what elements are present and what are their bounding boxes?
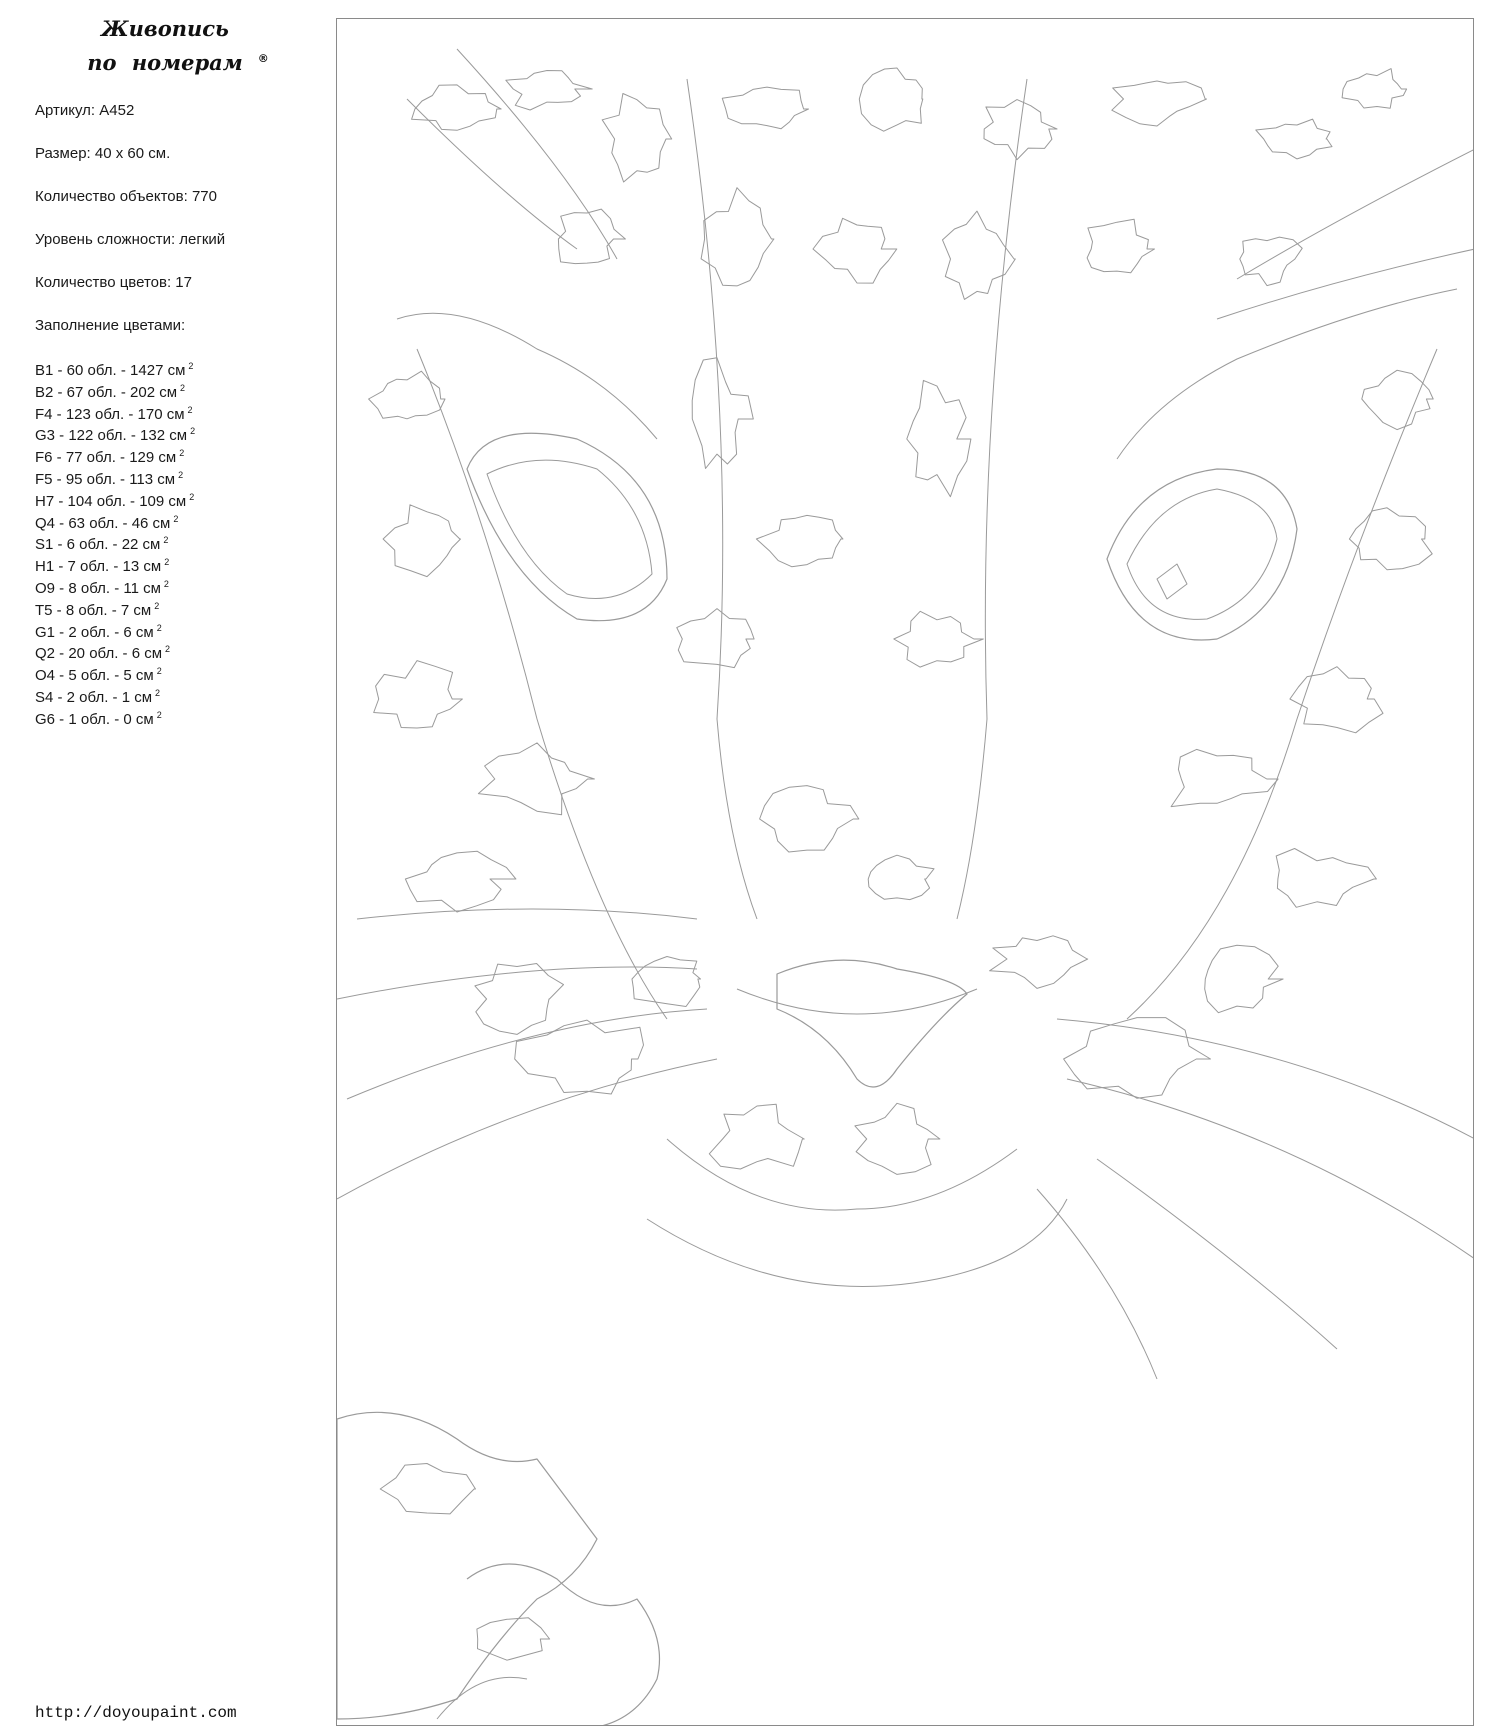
fur-patch [984,100,1057,160]
fur-patch [756,515,843,566]
website-link[interactable]: http://doyoupaint.com [35,1704,237,1722]
article-number: Артикул: A452 [35,102,135,119]
fill-heading: Заполнение цветами: [35,317,186,334]
fur-patch [1171,749,1278,806]
color-count: Количество цветов: 17 [35,274,192,291]
fur-patch [907,380,971,496]
coloring-canvas [336,18,1474,1726]
area-unit-superscript: 2 [188,361,194,371]
paw-toe-line [437,1677,527,1719]
color-fill-text: O4 - 5 обл. - 5 см [35,667,154,685]
color-fill-row [35,426,195,448]
object-count: Количество объектов: 770 [35,188,217,205]
right-eye-highlight [1157,564,1187,599]
whisker-right-2 [1067,1079,1474,1259]
area-unit-superscript: 2 [156,622,162,633]
fur-patch [369,371,445,419]
difficulty-level: Уровень сложности: легкий [35,231,226,248]
whisker-top-left-1 [457,49,617,259]
color-fill-text: F6 - 77 обл. - 129 см [35,449,177,467]
area-unit-superscript: 2 [180,382,186,393]
info-sidebar [0,0,335,1736]
color-fill-row [35,688,195,710]
fur-patch [894,611,984,667]
area-unit-superscript: 2 [163,535,169,546]
color-fill-row [35,579,195,601]
area-unit-superscript: 2 [156,709,162,720]
fur-patch [475,964,564,1035]
color-fill-row [35,623,195,645]
fur-patch [1205,945,1283,1013]
left-eye-iris [487,460,652,598]
area-unit-superscript: 2 [155,687,161,698]
color-fill-text: Q4 - 63 обл. - 46 см [35,514,171,532]
area-unit-superscript: 2 [156,666,162,677]
cat-face-line-art [337,19,1474,1726]
fur-patch [1087,219,1154,273]
right-cheek-contour [1127,349,1437,1019]
fur-patch [1349,508,1432,570]
fur-patch [813,218,897,283]
fur-patch [677,609,754,668]
color-fill-row [35,405,195,427]
fur-patch [1362,370,1433,429]
color-fill-row [35,492,195,514]
area-unit-superscript: 2 [189,491,195,502]
whisker-left-2 [337,967,697,999]
fur-patch [1256,119,1332,159]
whisker-top-right-2 [1217,249,1474,319]
whisker-left-1 [357,909,697,919]
color-fill-row [35,361,195,383]
brand-title-line2: по номерам [87,50,243,75]
color-fill-row [35,535,195,557]
fur-patch [1276,849,1376,908]
color-fill-text: G6 - 1 обл. - 0 см [35,710,154,728]
color-fill-row [35,666,195,688]
color-fill-row [35,644,195,666]
fur-patch [692,358,753,469]
fur-patch [478,743,594,815]
color-fill-text: H1 - 7 обл. - 13 см [35,558,162,576]
area-unit-superscript: 2 [173,513,179,524]
color-fill-text: T5 - 8 обл. - 7 см [35,601,152,619]
left-cheek-contour [417,349,667,1019]
paw-fur-patch [380,1464,475,1514]
color-fill-row [35,514,195,536]
right-eye-iris [1127,489,1277,619]
nose-bridge [737,989,977,1014]
whisker-top-right-1 [1237,149,1474,279]
right-eye-outline [1107,469,1297,640]
color-fill-text: B1 - 60 обл. - 1427 см [35,362,186,379]
color-fill-row [35,710,195,732]
area-unit-superscript: 2 [190,426,196,437]
brand-title-line1: Живопись [101,16,229,41]
forehead-stripe-left [687,79,757,919]
color-fill-text: F4 - 123 обл. - 170 см [35,405,185,423]
color-fill-text: F5 - 95 обл. - 113 см [35,470,176,488]
color-fill-text: H7 - 104 обл. - 109 см [35,492,187,510]
fur-patch [859,68,923,131]
fur-patch [1342,69,1407,109]
product-info [35,101,325,359]
area-unit-superscript: 2 [154,600,160,611]
chin-line [647,1199,1067,1287]
area-unit-superscript: 2 [187,404,193,415]
color-fill-text: G3 - 122 обл. - 132 см [35,427,188,445]
color-fill-text: O9 - 8 обл. - 11 см [35,579,161,597]
registered-mark: ® [257,52,269,65]
fur-patch [383,505,460,577]
fur-patch [374,661,463,728]
color-fill-text: S1 - 6 обл. - 22 см [35,536,161,554]
left-ear-line [397,313,657,439]
brand-logo [0,12,330,80]
fur-patch [760,786,859,852]
color-fill-row [35,601,195,623]
color-fill-text: G1 - 2 обл. - 6 см [35,623,154,641]
fur-patch [855,1103,940,1174]
fur-patch [602,94,672,183]
whisker-left-3 [347,1009,707,1099]
color-fill-list [35,361,195,732]
fur-patch [405,851,516,912]
color-fill-row [35,448,195,470]
fur-patch [1064,1018,1211,1099]
paw-outline-1 [337,1412,597,1719]
area-unit-superscript: 2 [178,469,184,480]
right-ear-line [1117,289,1457,459]
fur-patch [632,957,701,1007]
fur-patch [506,71,592,111]
fur-patch [412,85,502,130]
fur-patch [1112,81,1207,126]
area-unit-superscript: 2 [179,448,185,459]
color-fill-row [35,557,195,579]
fur-patch [722,87,808,129]
forehead-stripe-right [957,79,1027,919]
color-fill-row [35,383,195,405]
fur-patch [1240,237,1302,286]
canvas-size: Размер: 40 х 60 см. [35,145,171,162]
color-fill-row [35,470,195,492]
fur-patch [515,1020,644,1094]
nose-outline [777,960,967,1087]
fur-patch [709,1104,804,1169]
area-unit-superscript: 2 [163,578,169,589]
fur-patch [990,936,1088,989]
area-unit-superscript: 2 [165,644,171,655]
fur-patch [868,855,934,899]
color-fill-text: S4 - 2 обл. - 1 см [35,688,153,706]
whisker-top-left-2 [407,99,577,249]
muzzle-line [667,1139,1017,1210]
color-fill-text: B2 - 67 обл. - 202 см [35,383,178,401]
whisker-right-1 [1057,1019,1474,1139]
fur-patch [701,188,774,286]
area-unit-superscript: 2 [164,557,170,568]
whisker-right-3 [1097,1159,1337,1349]
color-fill-text: Q2 - 20 обл. - 6 см [35,645,163,663]
